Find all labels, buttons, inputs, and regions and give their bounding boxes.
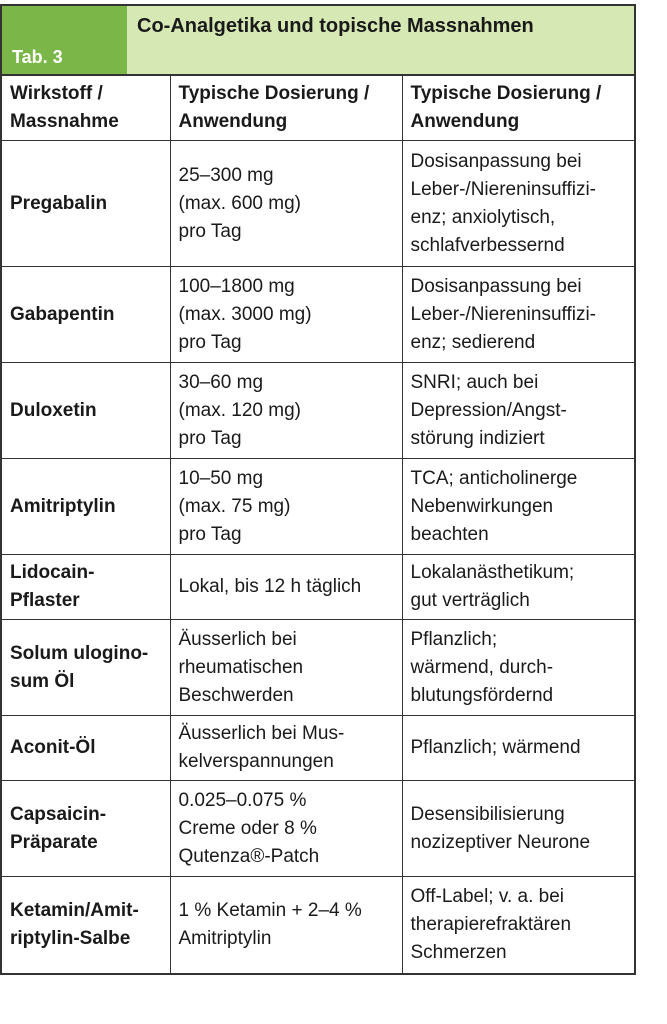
table-title-bar xyxy=(2,4,634,76)
substance-cell xyxy=(2,267,170,363)
notes-text: Dosisanpassung bei Leber-/Niereninsuffizi- enz; anxiolytisch, schlafverbessernd xyxy=(410,150,597,256)
notes-text: TCA; anticholinerge Nebenwirkungen beachten xyxy=(410,467,578,545)
notes-cell xyxy=(402,781,634,877)
substance-name: Aconit-Öl xyxy=(10,737,96,758)
dosage-text: Lokal, bis 12 h täglich xyxy=(178,576,362,597)
table-row xyxy=(2,459,634,555)
dosage-text: Äusserlich bei Mus- kelverspannungen xyxy=(178,723,345,772)
table-frame xyxy=(0,4,636,975)
dosage-cell xyxy=(170,141,402,267)
dosage-text: 100–1800 mg (max. 3000 mg) pro Tag xyxy=(178,275,312,353)
substance-name: Duloxetin xyxy=(10,399,97,421)
dosage-text: Äusserlich bei rheumatischen Beschwerden xyxy=(178,628,304,706)
dosage-cell xyxy=(170,267,402,363)
co-analgetika-table xyxy=(2,76,634,973)
dosage-cell xyxy=(170,877,402,973)
dosage-text: 25–300 mg (max. 600 mg) pro Tag xyxy=(178,164,301,242)
substance-cell xyxy=(2,620,170,716)
substance-name: Ketamin/Amit- riptylin-Salbe xyxy=(10,899,139,949)
notes-text: Lokalanästhetikum; gut verträglich xyxy=(410,562,575,611)
dosage-text: 0.025–0.075 % Creme oder 8 % Qutenza®-Patch xyxy=(178,789,320,867)
table-row xyxy=(2,620,634,716)
substance-cell xyxy=(2,141,170,267)
header-label: Typische Dosierung / Anwendung xyxy=(410,83,602,132)
substance-name: Solum ulogino- sum Öl xyxy=(10,642,149,692)
substance-name: Amitriptylin xyxy=(10,495,116,517)
table-row xyxy=(2,141,634,267)
header-cell xyxy=(402,76,634,141)
substance-name: Pregabalin xyxy=(10,192,108,214)
notes-cell xyxy=(402,141,634,267)
table-title: Co-Analgetika und topische Massnahmen xyxy=(127,6,634,74)
substance-cell xyxy=(2,716,170,781)
notes-cell xyxy=(402,877,634,973)
dosage-cell xyxy=(170,781,402,877)
dosage-cell xyxy=(170,716,402,781)
table-row xyxy=(2,781,634,877)
table-row xyxy=(2,555,634,620)
notes-text: Pflanzlich; wärmend, durch- blutungsfördernd xyxy=(410,628,554,706)
notes-text: SNRI; auch bei Depression/Angst- störung indiziert xyxy=(410,371,567,449)
notes-cell xyxy=(402,363,634,459)
notes-cell xyxy=(402,267,634,363)
header-label: Typische Dosierung / Anwendung xyxy=(178,83,370,132)
header-label: Wirkstoff / Massnahme xyxy=(10,83,119,132)
table-row xyxy=(2,363,634,459)
dosage-cell xyxy=(170,555,402,620)
dosage-text: 10–50 mg (max. 75 mg) pro Tag xyxy=(178,467,291,545)
substance-cell xyxy=(2,363,170,459)
header-cell xyxy=(2,76,170,141)
table-number-label: Tab. 3 xyxy=(2,6,127,74)
table-row xyxy=(2,877,634,973)
notes-cell xyxy=(402,459,634,555)
notes-text: Dosisanpassung bei Leber-/Niereninsuffizi- enz; sedierend xyxy=(410,275,597,353)
substance-cell xyxy=(2,459,170,555)
dosage-text: 1 % Ketamin + 2–4 % Amitriptylin xyxy=(178,899,362,949)
substance-cell xyxy=(2,877,170,973)
substance-name: Lidocain- Pflaster xyxy=(10,562,95,611)
substance-name: Capsaicin- Präparate xyxy=(10,803,107,853)
substance-name: Gabapentin xyxy=(10,303,115,325)
dosage-text: 30–60 mg (max. 120 mg) pro Tag xyxy=(178,371,301,449)
header-row xyxy=(2,76,634,141)
dosage-cell xyxy=(170,620,402,716)
notes-cell xyxy=(402,620,634,716)
substance-cell xyxy=(2,555,170,620)
notes-text: Pflanzlich; wärmend xyxy=(410,737,581,758)
substance-cell xyxy=(2,781,170,877)
header-cell xyxy=(170,76,402,141)
notes-cell xyxy=(402,555,634,620)
notes-text: Desensibilisierung nozizeptiver Neurone xyxy=(410,803,591,853)
notes-text: Off-Label; v. a. bei therapierefraktären Schmerzen xyxy=(410,885,572,963)
dosage-cell xyxy=(170,459,402,555)
dosage-cell xyxy=(170,363,402,459)
table-row xyxy=(2,716,634,781)
table-row xyxy=(2,267,634,363)
notes-cell xyxy=(402,716,634,781)
